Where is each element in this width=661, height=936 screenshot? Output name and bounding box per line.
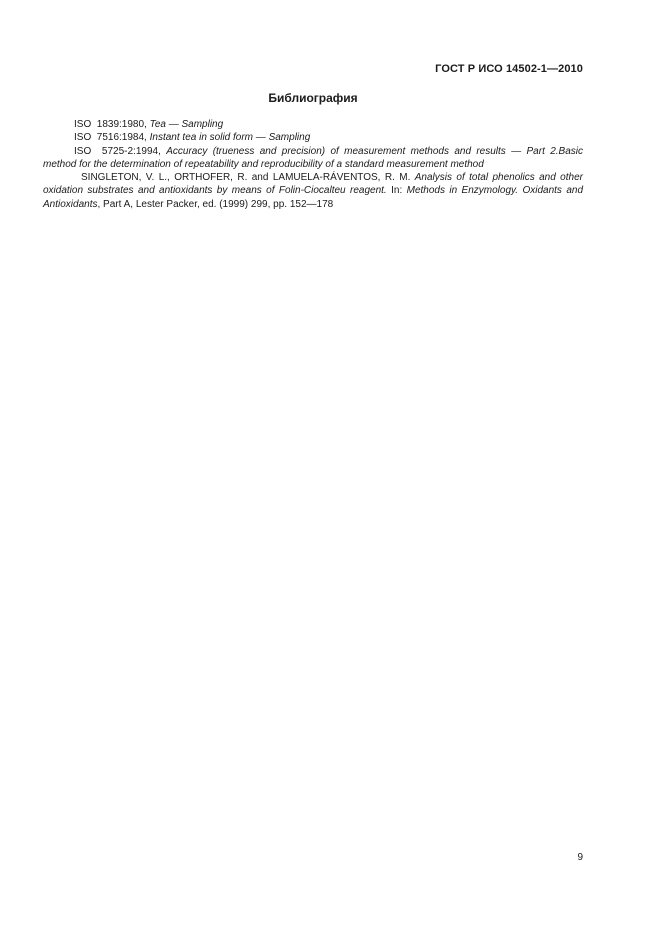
entry-details: , Part A, Lester Packer, ed. (1999) 299, pp. 152—178 [97,198,334,210]
bibliography-title: Библиография [268,91,358,105]
bibliography-entry-iso-5725 [43,145,583,172]
entry-ref: ISO 7516:1984, [74,132,150,144]
entry-title-italic: Instant tea in solid form — Sampling [149,132,311,144]
entry-ref: ISO 1839:1980, [74,119,150,130]
bibliography-entry-singleton [43,171,583,211]
bibliography-entry-iso-7516 [43,131,583,144]
page-number: 9 [577,852,583,863]
page-content [0,0,661,211]
entry-authors: SINGLETON, V. L., ORTHOFER, R. and LAMUELA-RÁVENTOS, R. M. [81,172,415,184]
entry-source-italic: Methods in Enzymology. Oxidants and Antioxidants [43,185,584,210]
standard-code-header: ГОСТ Р ИСО 14502-1—2010 [435,63,583,75]
entry-ref: ISO 5725-2:1994, [74,145,167,157]
entry-title-italic: Tea — Sampling [149,119,224,130]
bibliography-entry-iso-1839 [43,118,583,131]
entry-work-italic: Analysis of total phenolics and other oxidation substrates and antioxidants by means of Folin-Ciocalteu reagent. [43,172,583,197]
bibliography-entries [43,118,583,211]
entry-in-label: In: [386,185,407,197]
entry-title-italic: Accuracy (trueness and precision) of measurement methods and results — Part 2.Basic method for the determination of repeatability and reproducibility of a standard measurement method [43,145,583,170]
